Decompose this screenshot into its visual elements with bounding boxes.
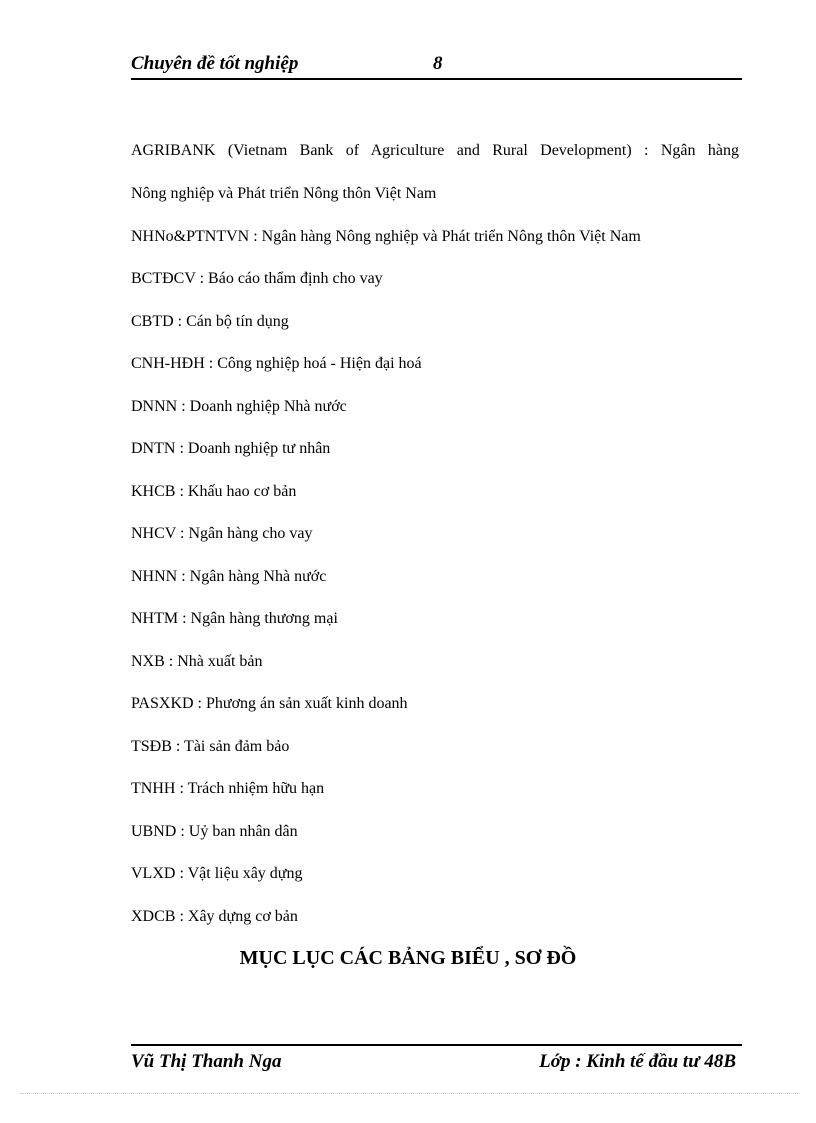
page-header (131, 52, 742, 80)
page-footer (131, 1044, 742, 1076)
abbreviation-line: AGRIBANK (Vietnam Bank of Agriculture and Rural Development) : Ngân hàng (131, 142, 739, 159)
abbreviation-line: CBTD : Cán bộ tín dụng (131, 313, 289, 330)
abbreviation-line: NHNN : Ngân hàng Nhà nước (131, 568, 327, 585)
abbreviation-line: TSĐB : Tài sản đảm bảo (131, 738, 290, 755)
abbreviation-line: TNHH : Trách nhiệm hữu hạn (131, 780, 325, 797)
abbreviation-line: UBND : Uỷ ban nhân dân (131, 823, 298, 840)
abbreviation-line: NHNo&PTNTVN : Ngân hàng Nông nghiệp và Phát triển Nông thôn Việt Nam (131, 228, 641, 245)
abbreviation-line: CNH-HĐH : Công nghiệp hoá - Hiện đại hoá (131, 355, 422, 372)
page-boundary-divider (20, 1093, 800, 1094)
section-heading: MỤC LỤC CÁC BẢNG BIỂU , SƠ ĐỒ (239, 947, 577, 969)
abbreviation-line: NHCV : Ngân hàng cho vay (131, 525, 313, 542)
abbreviation-line: DNNN : Doanh nghiệp Nhà nước (131, 398, 347, 415)
abbreviation-line: PASXKD : Phương án sản xuất kinh doanh (131, 695, 408, 712)
abbreviation-line: Nông nghiệp và Phát triển Nông thôn Việt Nam (131, 185, 437, 202)
abbreviation-line: NXB : Nhà xuất bản (131, 653, 263, 670)
abbreviation-line: VLXD : Vật liệu xây dựng (131, 865, 303, 882)
author-name: Vũ Thị Thanh Nga (131, 1051, 282, 1072)
abbreviation-line: XDCB : Xây dựng cơ bản (131, 908, 298, 925)
abbreviation-line: NHTM : Ngân hàng thương mại (131, 610, 338, 627)
abbreviation-line: BCTĐCV : Báo cáo thẩm định cho vay (131, 270, 383, 287)
abbreviation-line: KHCB : Khấu hao cơ bản (131, 483, 297, 500)
page-number: 8 (433, 53, 443, 74)
abbreviation-line: DNTN : Doanh nghiệp tư nhân (131, 440, 331, 457)
document-title: Chuyên đề tốt nghiệp (131, 53, 299, 74)
class-label: Lớp : Kinh tế đầu tư 48B (539, 1051, 736, 1072)
